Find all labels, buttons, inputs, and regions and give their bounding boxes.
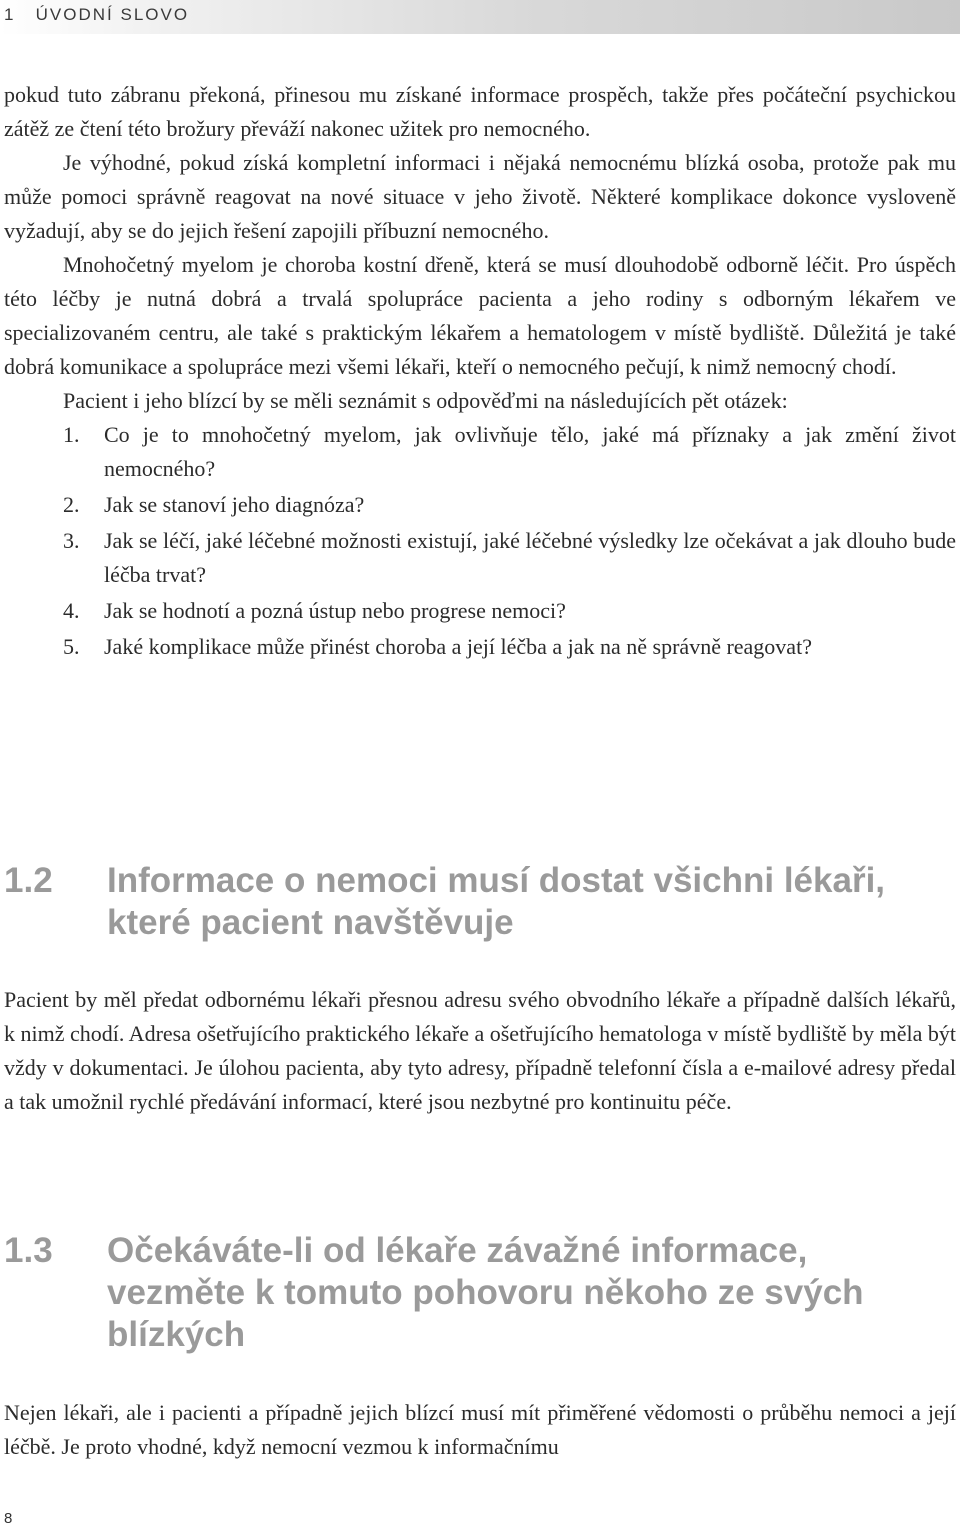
question-list [4, 418, 956, 664]
section-number: 1.2 [4, 861, 53, 900]
list-number: 3. [63, 528, 80, 553]
section-title: Očekáváte-li od lékaře závažné informace, vezměte k tomuto pohovoru někoho ze svých blízkých [107, 1231, 864, 1354]
list-number: 5. [63, 634, 80, 659]
paragraph: Nejen lékaři, ale i pacienti a případně jejich blízcí musí mít přiměřené vědomosti o průběhu nemoci a její léčbě. Je proto vhodné, když nemocní vezmou k informačnímu [4, 1400, 956, 1459]
list-item-text: Jak se hodnotí a pozná ústup nebo progrese nemoci? [104, 598, 566, 623]
paragraph: Mnohočetný myelom je choroba kostní dřeně, která se musí dlouhodobě odborně léčit. Pro úspěch této léčby je nutná dobrá a trvalá spolupráce pacienta a jeho rodiny s odborným lékařem ve specializovaném centru, ale také s praktickým lékařem a hematologem v místě bydliště. Důležitá je také dobrá komunikace a spolupráce mezi všemi lékaři, kteří o nemocného pečují, k nimž nemocný chodí. [4, 252, 956, 379]
list-number: 1. [63, 422, 80, 447]
list-item-text: Co je to mnohočetný myelom, jak ovlivňuje tělo, jaké má příznaky a jak změní život nemocného? [104, 422, 956, 481]
paragraph: Pacient by měl předat odbornému lékaři přesnou adresu svého obvodního lékaře a případně dalších lékařů, k nimž chodí. Adresa ošetřujícího praktického lékaře a ošetřujícího hematologa v místě bydliště by měla být vždy v dokumentaci. Je úlohou pacienta, aby tyto adresy, případně telefonní čísla a e-mailové adresy předal a tak umožnil rychlé předávání informací, které jsou nezbytné pro kontinuitu péče. [4, 987, 956, 1114]
section-heading-1-2 [4, 860, 937, 944]
list-number: 2. [63, 492, 80, 517]
list-item [4, 524, 956, 592]
list-item-text: Jak se stanoví jeho diagnóza? [104, 492, 365, 517]
list-item [4, 594, 956, 628]
intro-text [4, 78, 956, 666]
section-heading-1-3 [4, 1230, 937, 1356]
list-item [4, 630, 956, 664]
paragraph: pokud tuto zábranu překoná, přinesou mu získané informace prospěch, takže přes počáteční psychickou zátěž ze čtení této brožury převáží nakonec užitek pro nemocného. [4, 82, 956, 141]
list-item [4, 488, 956, 522]
list-number: 4. [63, 598, 80, 623]
section-title: Informace o nemoci musí dostat všichni lékaři, které pacient navštěvuje [107, 861, 886, 942]
chapter-number: 1 [4, 5, 16, 24]
list-item-text: Jaké komplikace může přinést choroba a její léčba a jak na ně správně reagovat? [104, 634, 812, 659]
chapter-title: ÚVODNÍ SLOVO [35, 5, 190, 24]
section-1-2-body [4, 983, 956, 1119]
section-1-3-body [4, 1396, 956, 1464]
section-number: 1.3 [4, 1231, 53, 1270]
list-item [4, 418, 956, 486]
paragraph: Je výhodné, pokud získá kompletní informaci i nějaká nemocnému blízká osoba, protože pak mu může pomoci správně reagovat na nové situace v jeho životě. Některé komplikace dokonce vysloveně vyžadují, aby se do jejich řešení zapojili příbuzní nemocného. [4, 150, 956, 243]
list-item-text: Jak se léčí, jaké léčebné možnosti existují, jaké léčebné výsledky lze očekávat a jak dlouho bude léčba trvat? [104, 528, 956, 587]
chapter-header [4, 5, 189, 25]
paragraph: Pacient i jeho blízcí by se měli seznámit s odpověďmi na následujících pět otázek: [63, 388, 788, 413]
page-number: 8 [4, 1510, 13, 1527]
